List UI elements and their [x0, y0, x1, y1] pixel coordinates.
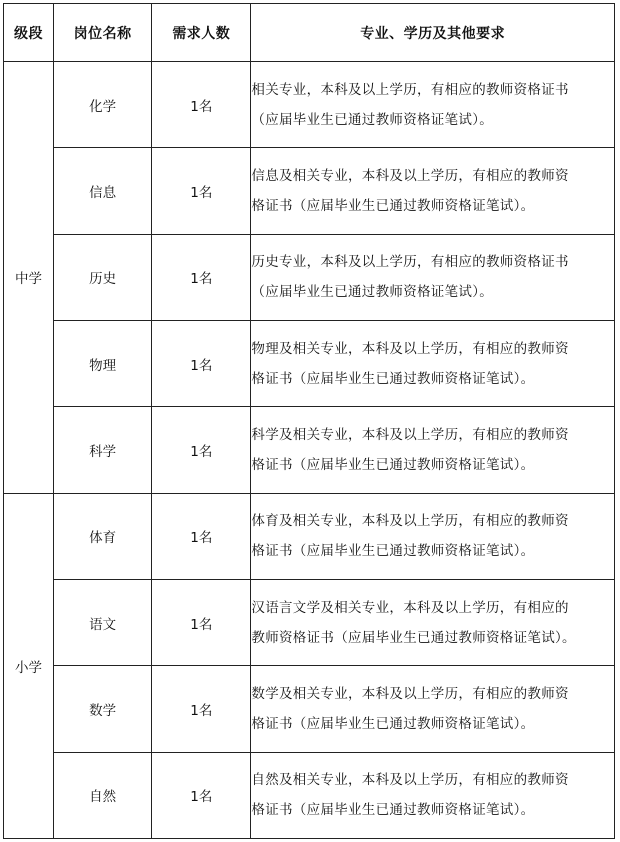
table-row	[4, 579, 615, 665]
count-cell: 1名	[152, 234, 251, 320]
post-cell: 信息	[54, 148, 152, 234]
requirements-line: 体育及相关专业，本科及以上学历，有相应的教师资	[251, 513, 569, 530]
table-header-row	[4, 4, 615, 62]
requirements-cell	[251, 407, 615, 493]
header-requirements: 专业、学历及其他要求	[251, 4, 615, 62]
header-post: 岗位名称	[54, 4, 152, 62]
count-cell: 1名	[152, 62, 251, 148]
table-row	[4, 320, 615, 406]
header-count: 需求人数	[152, 4, 251, 62]
requirements-line: （应届毕业生已通过教师资格证笔试）。	[251, 284, 494, 301]
table-row	[4, 148, 615, 234]
table-row	[4, 752, 615, 838]
requirements-line: 格证书（应届毕业生已通过教师资格证笔试）。	[251, 456, 535, 473]
table-row	[4, 493, 615, 579]
requirements-line: 格证书（应届毕业生已通过教师资格证笔试）。	[251, 370, 535, 387]
requirements-line: （应届毕业生已通过教师资格证笔试）。	[251, 111, 494, 128]
requirements-line: 格证书（应届毕业生已通过教师资格证笔试）。	[251, 543, 535, 560]
count-cell: 1名	[152, 407, 251, 493]
level-cell-primary-school: 小学	[4, 493, 54, 838]
table-row	[4, 62, 615, 148]
requirements-line: 汉语言文学及相关专业，本科及以上学历，有相应的	[251, 599, 569, 616]
requirements-line: 格证书（应届毕业生已通过教师资格证笔试）。	[251, 197, 535, 214]
requirements-cell	[251, 320, 615, 406]
requirements-cell	[251, 148, 615, 234]
post-cell: 物理	[54, 320, 152, 406]
requirements-cell	[251, 579, 615, 665]
count-cell: 1名	[152, 579, 251, 665]
count-cell: 1名	[152, 148, 251, 234]
requirements-line: 科学及相关专业，本科及以上学历，有相应的教师资	[251, 426, 569, 443]
requirements-line: 格证书（应届毕业生已通过教师资格证笔试）。	[251, 715, 535, 732]
header-level: 级段	[4, 4, 54, 62]
requirements-line: 信息及相关专业，本科及以上学历，有相应的教师资	[251, 167, 569, 184]
post-cell: 科学	[54, 407, 152, 493]
post-cell: 语文	[54, 579, 152, 665]
requirements-cell	[251, 666, 615, 752]
requirements-line: 数学及相关专业，本科及以上学历，有相应的教师资	[251, 685, 569, 702]
requirements-cell	[251, 62, 615, 148]
recruitment-table	[3, 3, 615, 839]
count-cell: 1名	[152, 752, 251, 838]
requirements-line: 自然及相关专业，本科及以上学历，有相应的教师资	[251, 772, 569, 789]
post-cell: 数学	[54, 666, 152, 752]
requirements-line: 格证书（应届毕业生已通过教师资格证笔试）。	[251, 802, 535, 819]
requirements-cell	[251, 234, 615, 320]
post-cell: 自然	[54, 752, 152, 838]
table-row	[4, 407, 615, 493]
count-cell: 1名	[152, 666, 251, 752]
requirements-cell	[251, 752, 615, 838]
requirements-line: 历史专业，本科及以上学历，有相应的教师资格证书	[251, 254, 569, 271]
count-cell: 1名	[152, 493, 251, 579]
post-cell: 体育	[54, 493, 152, 579]
post-cell: 化学	[54, 62, 152, 148]
post-cell: 历史	[54, 234, 152, 320]
requirements-line: 相关专业，本科及以上学历，有相应的教师资格证书	[251, 81, 569, 98]
count-cell: 1名	[152, 320, 251, 406]
requirements-line: 物理及相关专业，本科及以上学历，有相应的教师资	[251, 340, 569, 357]
level-cell-middle-school: 中学	[4, 62, 54, 494]
requirements-cell	[251, 493, 615, 579]
requirements-line: 教师资格证书（应届毕业生已通过教师资格证笔试）。	[251, 629, 576, 646]
table-row	[4, 666, 615, 752]
table-row	[4, 234, 615, 320]
